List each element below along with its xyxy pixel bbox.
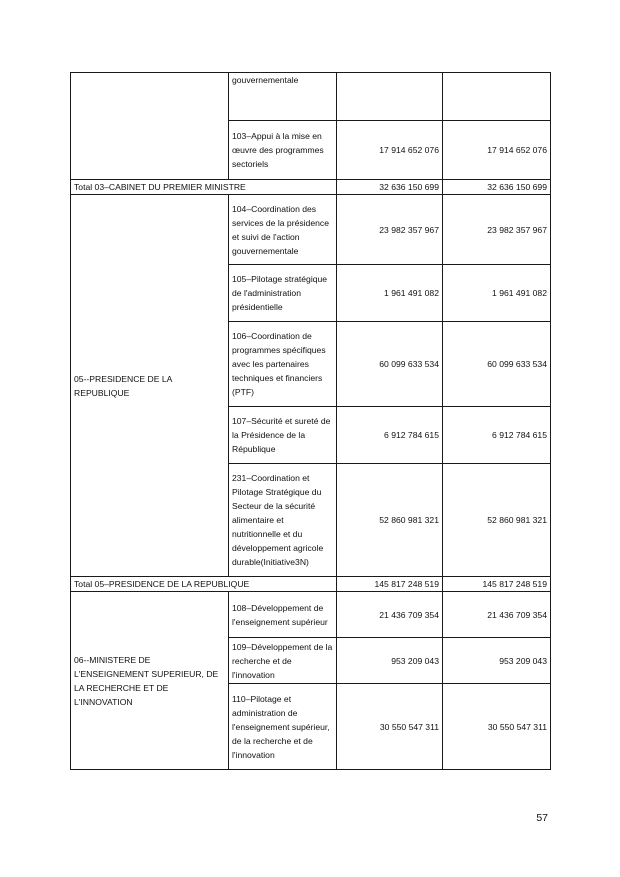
- total-row: [71, 577, 551, 592]
- program-cell: 107–Sécurité et sureté de la Présidence de la République: [229, 407, 337, 464]
- amount-cell: 17 914 652 076: [443, 121, 551, 180]
- total-amount: 145 817 248 519: [443, 577, 551, 592]
- amount-cell: 52 860 981 321: [337, 464, 443, 577]
- budget-table: [70, 72, 551, 770]
- total-label: Total 03–CABINET DU PREMIER MINISTRE: [71, 180, 337, 195]
- program-cell: 109–Développement de la recherche et de l'innovation: [229, 638, 337, 684]
- total-amount: 32 636 150 699: [443, 180, 551, 195]
- amount-cell: 1 961 491 082: [443, 265, 551, 322]
- amount-cell: 30 550 547 311: [443, 684, 551, 770]
- amount-cell: 60 099 633 534: [443, 322, 551, 407]
- amount-cell: 17 914 652 076: [337, 121, 443, 180]
- amount-cell: 23 982 357 967: [443, 195, 551, 265]
- ministry-cell-empty: [71, 73, 229, 180]
- program-cell: 108–Développement de l'enseignement supérieur: [229, 592, 337, 638]
- amount-cell: 23 982 357 967: [337, 195, 443, 265]
- total-amount: 32 636 150 699: [337, 180, 443, 195]
- total-amount: 145 817 248 519: [337, 577, 443, 592]
- amount-cell: [337, 73, 443, 121]
- amount-cell: 30 550 547 311: [337, 684, 443, 770]
- amount-cell: 6 912 784 615: [337, 407, 443, 464]
- amount-cell: 1 961 491 082: [337, 265, 443, 322]
- table-row: [71, 195, 551, 265]
- page-number: 57: [536, 812, 548, 824]
- total-label: Total 05–PRESIDENCE DE LA REPUBLIQUE: [71, 577, 337, 592]
- program-cell: gouvernementale: [229, 73, 337, 121]
- total-row: [71, 180, 551, 195]
- amount-cell: 60 099 633 534: [337, 322, 443, 407]
- amount-cell: 6 912 784 615: [443, 407, 551, 464]
- program-cell: 104–Coordination des services de la présidence et suivi de l'action gouvernementale: [229, 195, 337, 265]
- table-row: [71, 73, 551, 121]
- amount-cell: 953 209 043: [443, 638, 551, 684]
- program-cell: 110–Pilotage et administration de l'enseignement supérieur, de la recherche et de l'innovation: [229, 684, 337, 770]
- program-cell: 103–Appui à la mise en œuvre des programmes sectoriels: [229, 121, 337, 180]
- amount-cell: 953 209 043: [337, 638, 443, 684]
- table-row: [71, 592, 551, 638]
- program-cell: 106–Coordination de programmes spécifiques avec les partenaires techniques et financiers (PTF): [229, 322, 337, 407]
- amount-cell: 21 436 709 354: [337, 592, 443, 638]
- amount-cell: 21 436 709 354: [443, 592, 551, 638]
- amount-cell: 52 860 981 321: [443, 464, 551, 577]
- ministry-cell: 06--MINISTERE DE L'ENSEIGNEMENT SUPERIEUR, DE LA RECHERCHE ET DE L'INNOVATION: [71, 592, 229, 770]
- program-cell: 231–Coordination et Pilotage Stratégique du Secteur de la sécurité alimentaire et nutritionnelle et du développement agricole durable(Initiative3N): [229, 464, 337, 577]
- amount-cell: [443, 73, 551, 121]
- ministry-cell: 05--PRESIDENCE DE LA REPUBLIQUE: [71, 195, 229, 577]
- program-cell: 105–Pilotage stratégique de l'administration présidentielle: [229, 265, 337, 322]
